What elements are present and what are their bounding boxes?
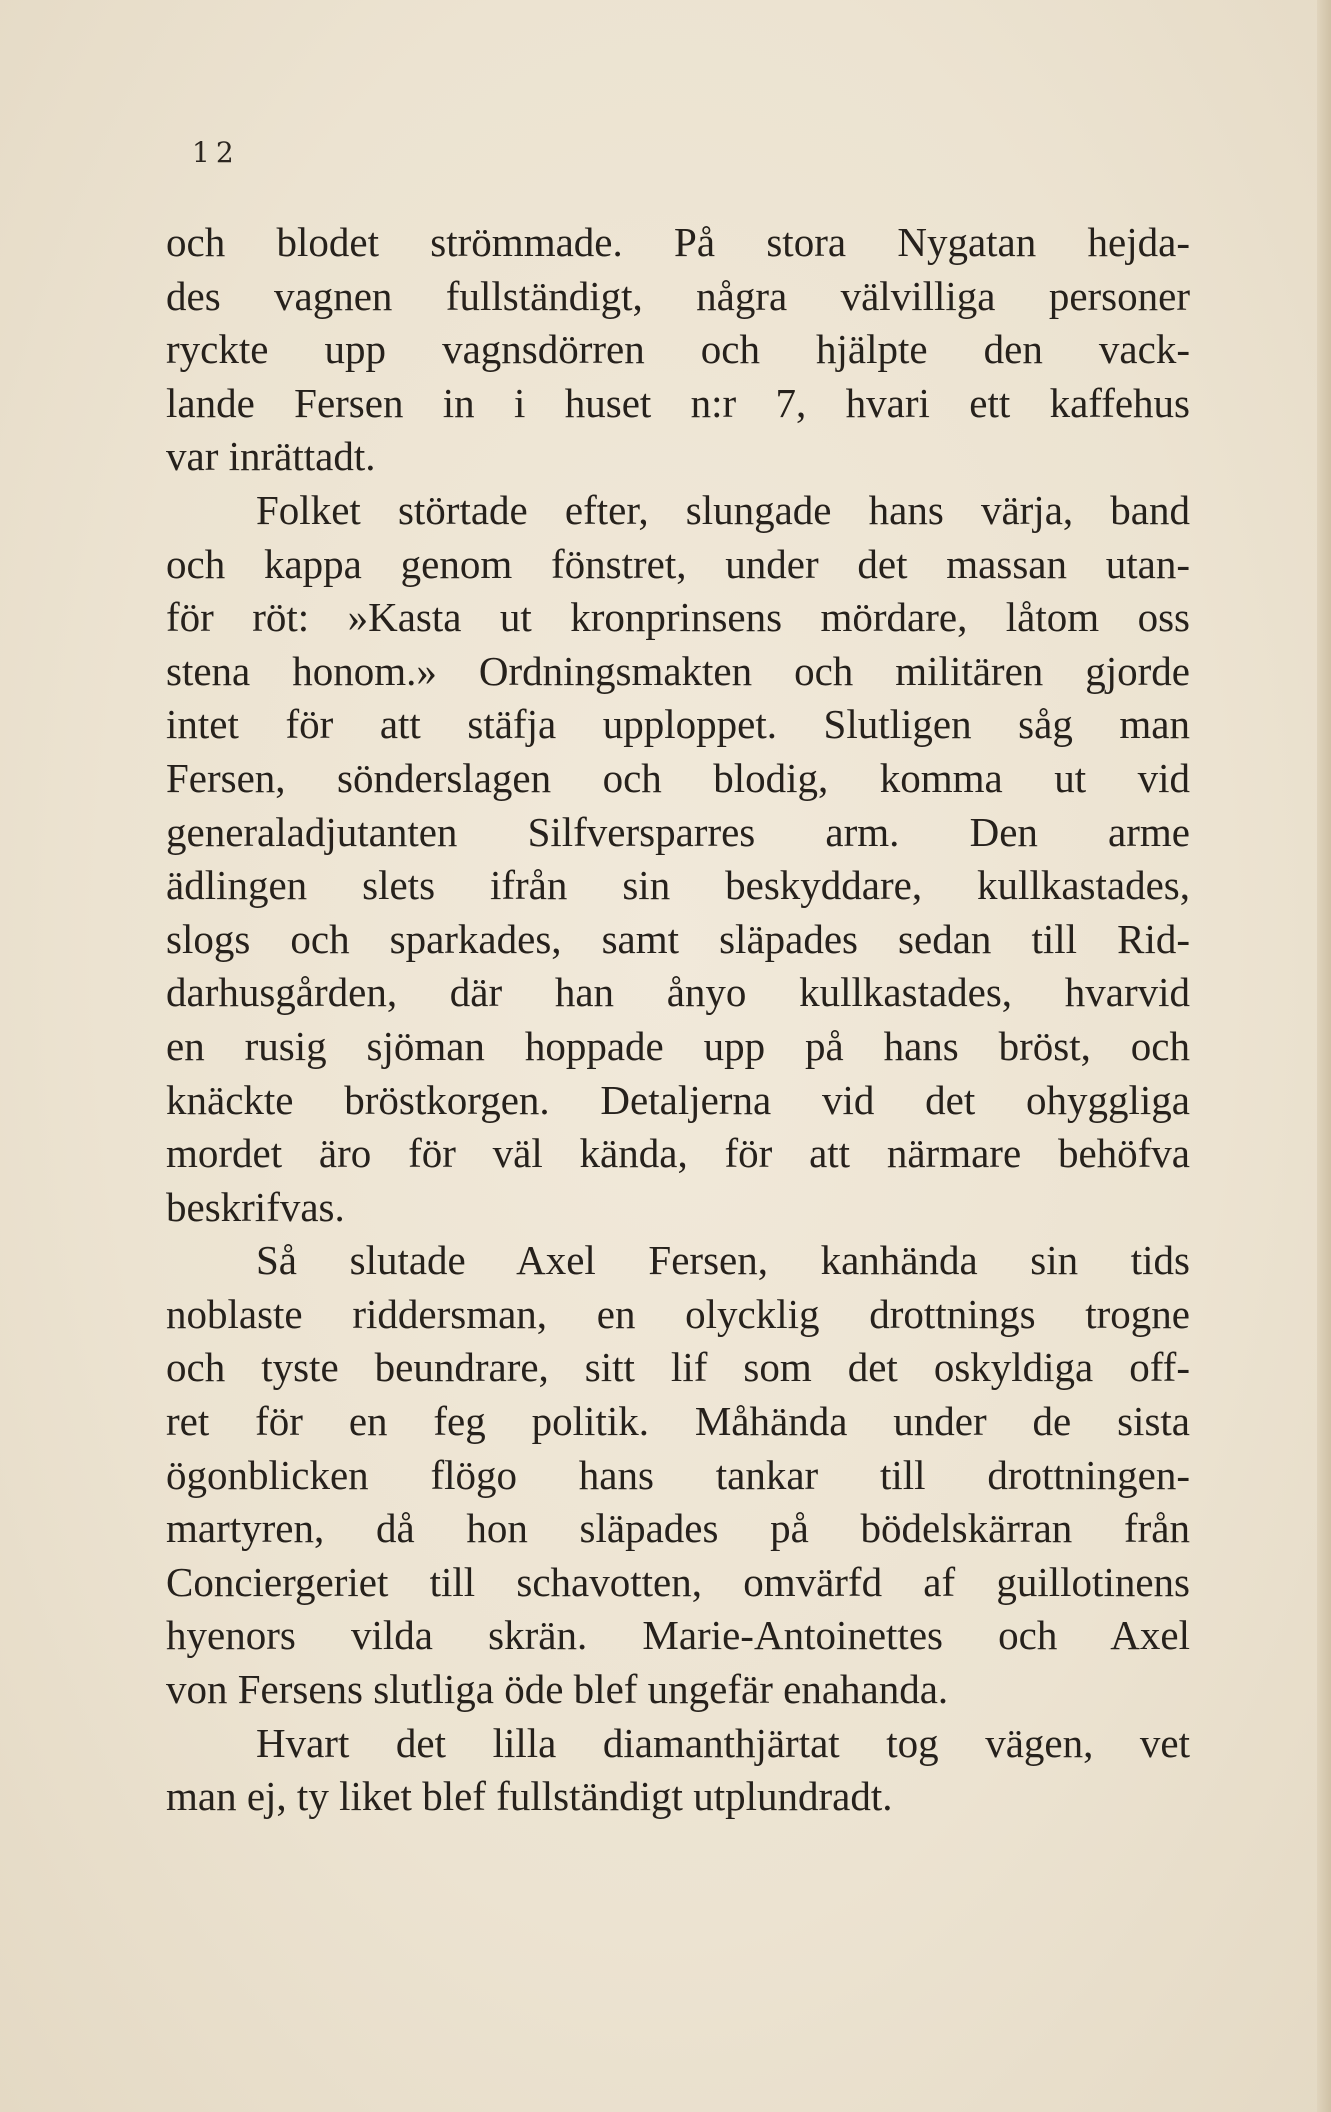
text-line: knäckte bröstkorgen. Detaljerna vid det ohyggliga [166, 1076, 1190, 1123]
text-line: och blodet strömmade. På stora Nygatan hejda- [166, 219, 1190, 265]
text-line: darhusgården, där han ånyo kullkastades, hvarvid [166, 969, 1190, 1016]
text-line: von Fersens slutliga öde blef ungefär enahanda. [166, 1666, 949, 1713]
text-line: ryckte upp vagnsdörren och hjälpte den vack- [166, 326, 1190, 373]
text-line: slogs och sparkades, samt släpades sedan till Rid- [166, 915, 1190, 962]
text-line: man ej, ty liket blef fullständigt utplundradt. [166, 1773, 893, 1820]
text-line: beskrifvas. [166, 1183, 345, 1230]
text-line: ädlingen slets ifrån sin beskyddare, kullkastades, [166, 862, 1190, 909]
text-line: ret för en feg politik. Måhända under de sista [166, 1398, 1190, 1445]
body-text [166, 216, 1190, 1824]
text-line: för röt: »Kasta ut kronprinsens mördare, låtom oss [166, 594, 1190, 641]
text-line: des vagnen fullständigt, några välvilliga personer [166, 272, 1190, 319]
text-line: var inrättadt. [166, 433, 376, 480]
text-line: Hvart det lilla diamanthjärtat tog vägen, vet [256, 1719, 1190, 1766]
text-line: Så slutade Axel Fersen, kanhända sin tids [256, 1237, 1190, 1284]
text-line: martyren, då hon släpades på bödelskärran från [166, 1505, 1190, 1552]
text-line: ögonblicken flögo hans tankar till drottningen- [166, 1451, 1190, 1498]
text-line: stena honom.» Ordningsmakten och militären gjorde [166, 647, 1190, 694]
text-line: Fersen, sönderslagen och blodig, komma ut vid [166, 754, 1190, 801]
text-line: intet för att stäfja upploppet. Slutligen såg man [166, 701, 1190, 748]
text-line: en rusig sjöman hoppade upp på hans bröst, och [166, 1022, 1190, 1069]
text-line: och tyste beundrare, sitt lif som det oskyldiga off- [166, 1344, 1190, 1391]
page-edge-shadow [1317, 0, 1331, 2112]
text-line: noblaste riddersman, en olycklig drottnings trogne [166, 1290, 1190, 1337]
text-line: och kappa genom fönstret, under det massan utan- [166, 540, 1190, 587]
text-line: generaladjutanten Silfversparres arm. Den arme [166, 808, 1190, 855]
text-line: Folket störtade efter, slungade hans värja, band [256, 486, 1190, 533]
page-number: 12 [192, 136, 240, 169]
text-line: Conciergeriet till schavotten, omvärfd af guillotinens [166, 1558, 1190, 1605]
text-line: lande Fersen in i huset n:r 7, hvari ett kaffehus [166, 379, 1190, 426]
text-line: hyenors vilda skrän. Marie-Antoinettes och Axel [166, 1612, 1190, 1659]
text-line: mordet äro för väl kända, för att närmare behöfva [166, 1130, 1190, 1177]
